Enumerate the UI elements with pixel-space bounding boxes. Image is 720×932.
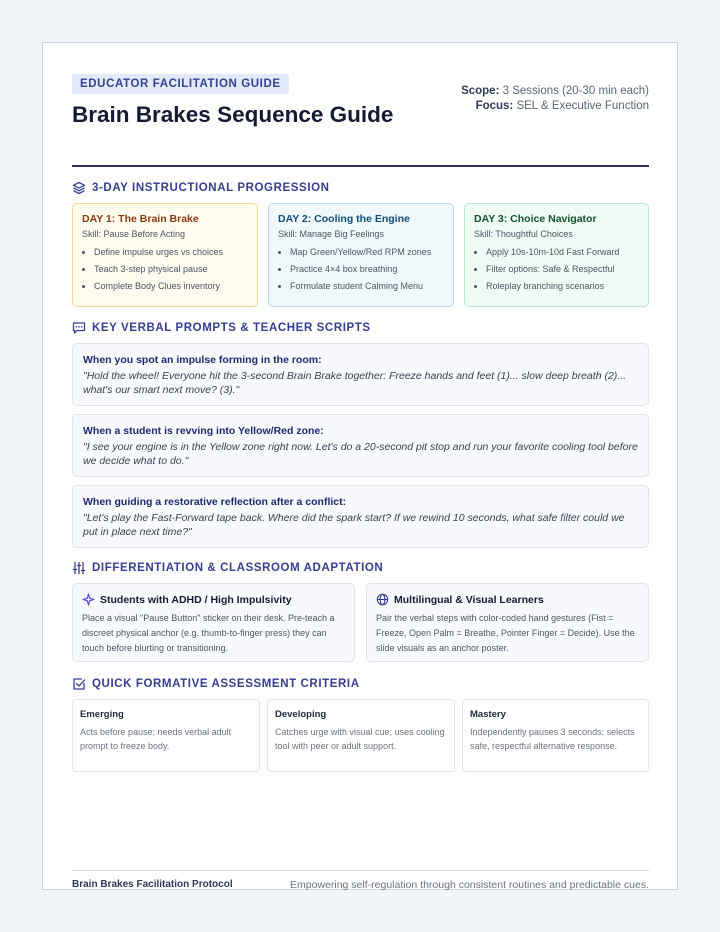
prompt-title: When you spot an impulse forming in the room: <box>83 354 322 366</box>
footer-title: Brain Brakes Facilitation Protocol <box>72 879 233 890</box>
criteria-card-mastery <box>462 699 649 772</box>
criteria-level: Mastery <box>470 709 506 720</box>
prompt-card <box>72 485 649 548</box>
differentiation-heading-text: DIFFERENTIATION & CLASSROOM ADAPTATION <box>92 562 384 574</box>
list-item: • Apply 10s-10m-10d Fast Forward <box>486 247 639 257</box>
list-item: • Teach 3-step physical pause <box>94 264 248 274</box>
chat-icon <box>72 321 86 335</box>
criteria-card-emerging <box>72 699 260 772</box>
differentiation-heading <box>72 561 383 575</box>
adaptation-title <box>82 593 345 606</box>
criteria-description: Catches urge with visual cue; uses cooling tool with peer or adult support. <box>275 727 445 751</box>
criteria-description: Independently pauses 3 seconds; selects safe, respectful alternative response. <box>470 727 635 751</box>
assessment-heading <box>72 677 360 691</box>
header <box>72 74 649 128</box>
layers-icon <box>72 181 86 195</box>
list-item: • Filter options: Safe & Respectful <box>486 264 639 274</box>
header-divider <box>72 165 649 167</box>
day-card-2 <box>268 203 454 307</box>
criteria-description: Acts before pause; needs verbal adult prompt to freeze body. <box>80 727 232 751</box>
list-item: • Formulate student Calming Menu <box>290 281 444 291</box>
adaptation-text: Pair the verbal steps with color-coded hand gestures (Fist = Freeze, Open Palm = Breathe, Pointer Finger = Decide). Use the slide visuals as an anchor poster. <box>376 613 635 653</box>
progression-heading-text: 3-DAY INSTRUCTIONAL PROGRESSION <box>92 182 330 194</box>
day-card-3 <box>464 203 649 307</box>
day-activity-list <box>474 247 639 291</box>
day-skill: Skill: Thoughtful Choices <box>474 229 573 239</box>
day-activity-list <box>278 247 444 291</box>
prompt-card <box>72 414 649 477</box>
criteria-level: Developing <box>275 709 327 720</box>
prompt-title: When a student is revving into Yellow/Red zone: <box>83 425 324 437</box>
list-item: • Define impulse urges vs choices <box>94 247 248 257</box>
focus-value: SEL & Executive Function <box>516 100 649 112</box>
day-skill: Skill: Manage Big Feelings <box>278 229 385 239</box>
day-card-1 <box>72 203 258 307</box>
prompt-script: "Let's play the Fast-Forward tape back. Where did the spark start? If we rewind 10 seconds, what safe filter could we put in place next time?" <box>83 512 625 538</box>
scope-label: Scope: <box>461 85 500 97</box>
prompt-script: "I see your engine is in the Yellow zone right now. Let's do a 20-second pit stop and run your favorite cooling tool before we decide what to do." <box>83 441 638 467</box>
list-item: • Map Green/Yellow/Red RPM zones <box>290 247 444 257</box>
adaptation-card-multilingual <box>366 583 649 662</box>
globe-icon <box>376 593 389 606</box>
prompt-title: When guiding a restorative reflection after a conflict: <box>83 496 347 508</box>
focus-label: Focus: <box>475 100 514 112</box>
footer-divider <box>72 870 649 871</box>
day-skill: Skill: Pause Before Acting <box>82 229 186 239</box>
adaptation-card-adhd <box>72 583 355 662</box>
document-page <box>42 42 678 890</box>
day-title: DAY 2: Cooling the Engine <box>278 213 410 225</box>
adaptation-title-text: Students with ADHD / High Impulsivity <box>100 593 292 606</box>
list-item: • Practice 4×4 box breathing <box>290 264 444 274</box>
adaptation-text: Place a visual "Pause Button" sticker on their desk. Pre-teach a discreet physical anchor (e.g. thumb-to-finger press) they can touch before blurting or transitioning. <box>82 613 335 653</box>
prompts-heading <box>72 321 371 335</box>
header-meta <box>461 84 649 114</box>
prompt-card <box>72 343 649 406</box>
criteria-level: Emerging <box>80 709 124 720</box>
criteria-card-developing <box>267 699 455 772</box>
scope-value: 3 Sessions (20-30 min each) <box>502 85 649 97</box>
sliders-icon <box>72 561 86 575</box>
day-title: DAY 1: The Brain Brake <box>82 213 199 225</box>
prompt-script: "Hold the wheel! Everyone hit the 3-second Brain Brake together: Freeze hands and feet (1)... slow deep breath (2)... what's our smart next move? (3)." <box>83 370 627 396</box>
adaptation-title-text: Multilingual & Visual Learners <box>394 593 544 606</box>
eyebrow-badge: EDUCATOR FACILITATION GUIDE <box>72 74 289 94</box>
list-item: • Complete Body Clues inventory <box>94 281 248 291</box>
page-title: Brain Brakes Sequence Guide <box>72 102 394 127</box>
day-title: DAY 3: Choice Navigator <box>474 213 597 225</box>
sparkle-icon <box>82 593 95 606</box>
prompts-heading-text: KEY VERBAL PROMPTS & TEACHER SCRIPTS <box>92 322 371 334</box>
page-content <box>72 74 649 891</box>
adaptation-title <box>376 593 639 606</box>
footer-tagline: Empowering self-regulation through consistent routines and predictable cues. <box>290 879 649 891</box>
list-item: • Roleplay branching scenarios <box>486 281 639 291</box>
progression-heading <box>72 181 330 195</box>
day-activity-list <box>82 247 248 291</box>
assessment-heading-text: QUICK FORMATIVE ASSESSMENT CRITERIA <box>92 678 360 690</box>
checkbox-icon <box>72 677 86 691</box>
